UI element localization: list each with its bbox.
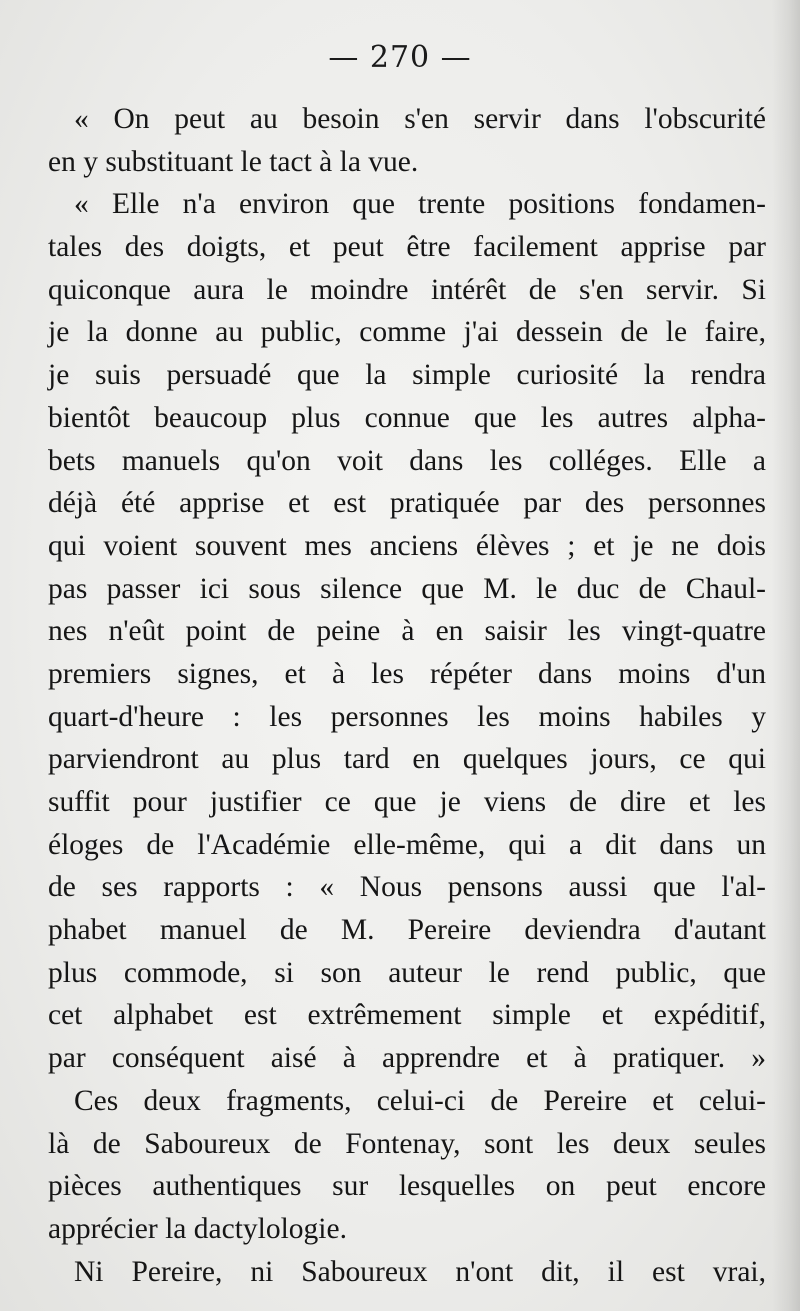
text-line: Ni Pereire, ni Saboureux n'ont dit, il est vrai, [74, 1255, 766, 1288]
text-line: là de Saboureux de Fontenay, sont les deux seules [48, 1127, 766, 1160]
text-line: tales des doigts, et peut être facilement apprise par [48, 231, 766, 264]
text-line: de ses rapports : « Nous pensons aussi que l'al- [48, 871, 766, 904]
text-line: bientôt beaucoup plus connue que les autres alpha- [48, 401, 766, 434]
text-line: déjà été apprise et est pratiquée par des personnes [48, 487, 766, 520]
page-number: — 270 — [328, 40, 472, 75]
text-line: quiconque aura le moindre intérêt de s'en servir. Si [48, 273, 766, 306]
text-line: cet alphabet est extrêmement simple et expéditif, [48, 999, 766, 1032]
text-line: premiers signes, et à les répéter dans moins d'un [48, 657, 766, 690]
text-line: suffit pour justifier ce que je viens de dire et les [48, 786, 766, 818]
text-line: pièces authentiques sur lesquelles on peut encore [48, 1170, 766, 1203]
text-line: apprécier la dactylologie. [48, 1212, 347, 1245]
text-line: « On peut au besoin s'en servir dans l'obscurité [74, 103, 766, 135]
text-line: éloges de l'Académie elle-même, qui a dit dans un [48, 828, 766, 861]
text-line: nes n'eût point de peine à en saisir les vingt-quatre [48, 615, 766, 648]
text-line: je suis persuadé que la simple curiosité la rendra [48, 359, 766, 392]
text-line: phabet manuel de M. Pereire deviendra d'autant [48, 914, 766, 947]
text-line: plus commode, si son auteur le rend public, que [48, 956, 766, 989]
text-line: par conséquent aisé à apprendre et à pratiquer. » [48, 1042, 766, 1075]
text-line: bets manuels qu'on voit dans les colléges. Elle a [48, 444, 766, 477]
text-line: en y substituant le tact à la vue. [48, 145, 419, 178]
text-line: Ces deux fragments, celui-ci de Pereire et celui- [74, 1084, 766, 1117]
text-line: parviendront au plus tard en quelques jours, ce qui [48, 743, 766, 776]
body-text [48, 98, 766, 1293]
text-line: pas passer ici sous silence que M. le duc de Chaul- [48, 572, 766, 605]
text-line: « Elle n'a environ que trente positions fondamen- [74, 188, 766, 221]
text-line: je la donne au public, comme j'ai dessein de le faire, [48, 316, 766, 349]
text-line: quart-d'heure : les personnes les moins habiles y [48, 700, 766, 733]
text-line: qui voient souvent mes anciens élèves ; et je ne dois [48, 529, 766, 562]
page-edge-shadow [772, 0, 800, 1311]
